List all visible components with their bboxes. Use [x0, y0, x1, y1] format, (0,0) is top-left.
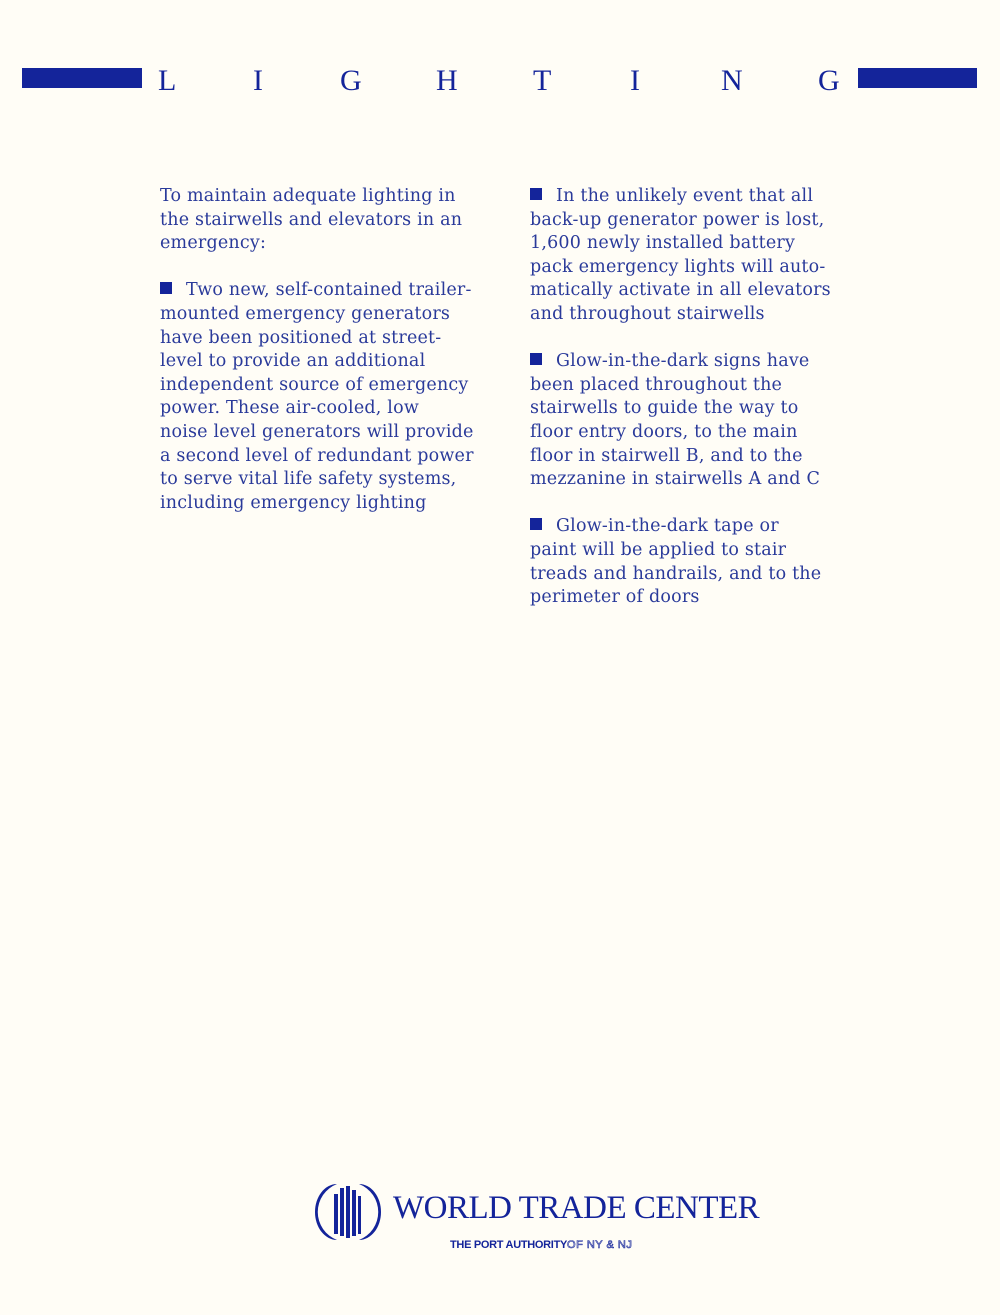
title-letter: G [340, 64, 362, 97]
bullet-text: Glow-in-the-dark tape or paint will be applied to stair treads and handrails, and to the perimeter of doors [530, 516, 822, 608]
bullet-generators [160, 279, 510, 515]
title-letter: H [436, 64, 458, 97]
left-column [160, 185, 510, 539]
bullet-tape [530, 515, 880, 609]
logo-subtitle-bold: THE PORT AUTHORITY [450, 1239, 568, 1251]
intro-paragraph: To maintain adequate lighting in the stairwells and elevators in an emergency: [160, 186, 463, 254]
logo-subtitle [450, 1239, 632, 1251]
square-bullet-icon [530, 353, 542, 365]
bullet-signs [530, 350, 880, 492]
title-letter: T [533, 64, 552, 97]
title-rule-right [858, 68, 977, 88]
square-bullet-icon [160, 282, 172, 294]
title-letter: I [630, 64, 640, 97]
title-rule-left [22, 68, 142, 88]
logo-title: WORLD TRADE CENTER [393, 1190, 760, 1226]
logo-subtitle-outline: OF NY & NJ [567, 1239, 633, 1251]
wtc-logo-icon [315, 1180, 381, 1244]
wtc-logo [315, 1180, 760, 1260]
bullet-text: In the unlikely event that all back-up generator power is lost, 1,600 newly installed battery pack emergency lights will auto- matically activate in all elevators and throughout stairwells [530, 186, 831, 324]
title-letter: I [253, 64, 263, 97]
section-title-bar [0, 64, 1000, 97]
square-bullet-icon [530, 518, 542, 530]
bullet-text: Two new, self-contained trailer- mounted emergency generators have been positioned at street- level to provide an additional independent source of emergency power. These air-cooled, low noise level generators will provide a second level of redundant power to serve vital life safety systems, including emergency lighting [160, 280, 474, 513]
title-letter: N [721, 64, 743, 97]
title-letter: G [818, 64, 840, 97]
right-column [530, 185, 880, 633]
title-letter: L [158, 64, 177, 97]
bullet-battery-lights [530, 185, 880, 327]
bullet-text: Glow-in-the-dark signs have been placed throughout the stairwells to guide the way to floor entry doors, to the main floor in stairwell B, and to the mezzanine in stairwells A and C [530, 351, 821, 490]
square-bullet-icon [530, 188, 542, 200]
